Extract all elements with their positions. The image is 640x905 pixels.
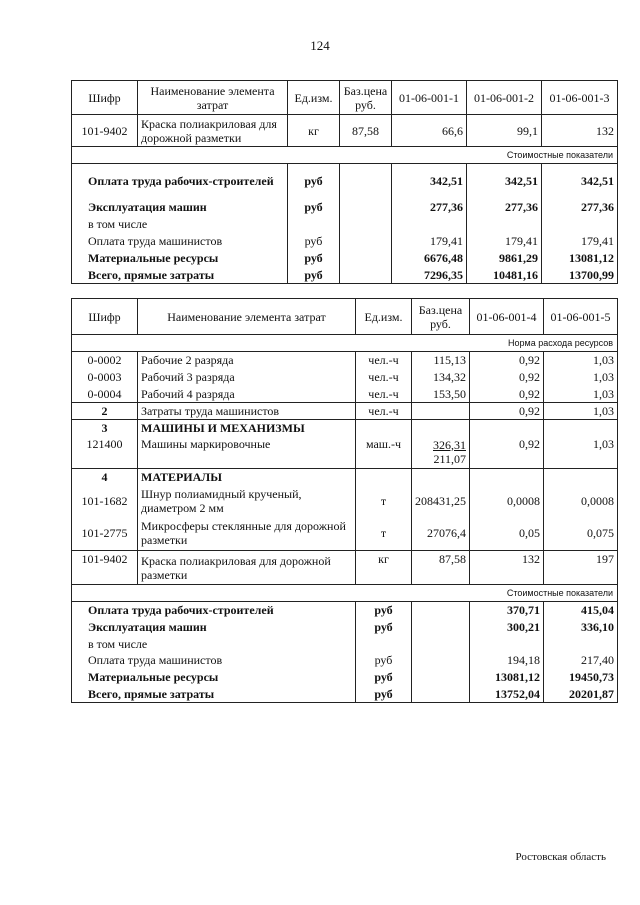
- cost-name: Всего, прямые затраты: [72, 267, 288, 284]
- row-value-5: 197: [544, 551, 618, 585]
- row-unit: кг: [356, 551, 412, 585]
- row-unit: чел.-ч: [356, 369, 412, 386]
- row-unit: маш.-ч: [356, 436, 412, 468]
- row-price: 115,13: [412, 352, 470, 369]
- cost-row: [72, 652, 618, 669]
- cost-value-5: 336,10: [544, 619, 618, 636]
- header-code: Шифр: [72, 81, 138, 115]
- row-price: 208431,25: [412, 485, 470, 517]
- header-col-5: 01-06-001-5: [544, 299, 618, 335]
- section-title: МАШИНЫ И МЕХАНИЗМЫ: [138, 420, 356, 437]
- header-col-1: 01-06-001-1: [392, 81, 467, 115]
- row-name: Рабочие 2 разряда: [138, 352, 356, 369]
- cost-name: в том числе: [72, 216, 288, 232]
- cost-unit: руб: [288, 232, 340, 250]
- row-name: Краска полиакриловая для дорожной разметки: [138, 115, 288, 147]
- cost-row: [72, 198, 618, 216]
- cost-unit: руб: [356, 602, 412, 619]
- row-unit: т: [356, 517, 412, 551]
- section-label: Стоимостные показатели: [72, 585, 618, 602]
- row-price: 87,58: [412, 551, 470, 585]
- row-value-5: 0,075: [544, 517, 618, 551]
- cost-row: [72, 686, 618, 703]
- cost-value-1: 277,36: [392, 198, 467, 216]
- row-value-3: 132: [542, 115, 618, 147]
- cost-value-4: 13752,04: [470, 686, 544, 703]
- section-code: 3: [72, 420, 138, 437]
- cost-name: Оплата труда машинистов: [72, 652, 356, 669]
- row-value-4: 0,0008: [470, 485, 544, 517]
- norm-label: Норма расхода ресурсов: [72, 335, 618, 352]
- row-value-1: 66,6: [392, 115, 467, 147]
- table-row: [72, 115, 618, 147]
- section-header-row: [72, 468, 618, 485]
- header-col-3: 01-06-001-3: [542, 81, 618, 115]
- cost-value-2: 342,51: [467, 164, 542, 198]
- row-value-4: 132: [470, 551, 544, 585]
- cost-value-3: 13081,12: [542, 250, 618, 267]
- page-number: 124: [310, 38, 330, 53]
- cost-name: Материальные ресурсы: [72, 669, 356, 686]
- row-price: 153,50: [412, 386, 470, 403]
- row-code: 0-0004: [72, 386, 138, 403]
- row-unit: кг: [288, 115, 340, 147]
- row-code: 0-0003: [72, 369, 138, 386]
- cost-value-4: 194,18: [470, 652, 544, 669]
- table-row: [72, 369, 618, 386]
- cost-row: [72, 602, 618, 619]
- cost-value-1: 179,41: [392, 232, 467, 250]
- table-row: [72, 436, 618, 468]
- table-header-row: [72, 81, 618, 115]
- cost-name: Оплата труда рабочих-строителей: [72, 602, 356, 619]
- row-price: 134,32: [412, 369, 470, 386]
- norm-label-row: [72, 335, 618, 352]
- row-value-4: 0,92: [470, 369, 544, 386]
- section-header-row: [72, 420, 618, 437]
- cost-unit: руб: [288, 267, 340, 284]
- resource-table-1: [71, 80, 618, 284]
- cost-unit: руб: [356, 619, 412, 636]
- row-value-5: 1,03: [544, 386, 618, 403]
- row-name: Микросферы стеклянные для дорожной разметки: [138, 517, 356, 551]
- row-code: 101-9402: [72, 551, 138, 585]
- cost-value-3: 179,41: [542, 232, 618, 250]
- header-col-2: 01-06-001-2: [467, 81, 542, 115]
- cost-row: [72, 669, 618, 686]
- cost-name: в том числе: [72, 636, 356, 652]
- row-value-2: 99,1: [467, 115, 542, 147]
- cost-value-5: 415,04: [544, 602, 618, 619]
- table-row: [72, 551, 618, 585]
- row-name: Краска полиакриловая для дорожной разметки: [138, 551, 356, 585]
- row-value-4: 0,05: [470, 517, 544, 551]
- header-unit: Ед.изм.: [288, 81, 340, 115]
- header-name: Наименование элемента затрат: [138, 81, 288, 115]
- cost-value-1: 7296,35: [392, 267, 467, 284]
- cost-value-2: 179,41: [467, 232, 542, 250]
- row-value-4: 0,92: [470, 352, 544, 369]
- cost-value-4: 300,21: [470, 619, 544, 636]
- row-name: Шнур полиамидный крученый, диаметром 2 мм: [138, 485, 356, 517]
- row-name: Рабочий 3 разряда: [138, 369, 356, 386]
- cost-name: Оплата труда рабочих-строителей: [72, 164, 288, 198]
- row-code: 101-2775: [72, 517, 138, 551]
- cost-row: [72, 164, 618, 198]
- cost-unit: руб: [356, 652, 412, 669]
- cost-unit: руб: [288, 198, 340, 216]
- row-value-5: 1,03: [544, 436, 618, 468]
- cost-name: Эксплуатация машин: [72, 619, 356, 636]
- cost-value-3: 13700,99: [542, 267, 618, 284]
- row-code: 121400: [72, 436, 138, 468]
- price-line-2: 211,07: [433, 451, 466, 466]
- cost-value-3: 277,36: [542, 198, 618, 216]
- table-row: [72, 517, 618, 551]
- section-code: 4: [72, 468, 138, 485]
- cost-unit: руб: [356, 669, 412, 686]
- row-value-4: 0,92: [470, 403, 544, 420]
- row-price: 27076,4: [412, 517, 470, 551]
- resource-table-2: [71, 298, 618, 703]
- row-value-5: 1,03: [544, 369, 618, 386]
- row-name: Машины маркировочные: [138, 436, 356, 468]
- row-value-5: 0,0008: [544, 485, 618, 517]
- cost-value-1: 6676,48: [392, 250, 467, 267]
- row-unit: чел.-ч: [356, 386, 412, 403]
- section-title: МАТЕРИАЛЫ: [138, 468, 356, 485]
- row-value-5: 1,03: [544, 403, 618, 420]
- table-row: [72, 485, 618, 517]
- cost-name: Оплата труда машинистов: [72, 232, 288, 250]
- cost-value-2: 9861,29: [467, 250, 542, 267]
- section-label-row: [72, 147, 618, 164]
- header-price: Баз.цена руб.: [340, 81, 392, 115]
- region-footer: Ростовская область: [515, 851, 606, 863]
- cost-row: [72, 232, 618, 250]
- cost-name: Всего, прямые затраты: [72, 686, 356, 703]
- row-value-4: 0,92: [470, 436, 544, 468]
- row-price: [412, 436, 470, 468]
- cost-value-5: 19450,73: [544, 669, 618, 686]
- section-label-row: [72, 585, 618, 602]
- table-row: [72, 352, 618, 369]
- cost-value-2: 277,36: [467, 198, 542, 216]
- cost-value-5: 20201,87: [544, 686, 618, 703]
- row-value-5: 1,03: [544, 352, 618, 369]
- row-price: 87,58: [340, 115, 392, 147]
- cost-unit: руб: [288, 164, 340, 198]
- cost-value-5: 217,40: [544, 652, 618, 669]
- row-unit: чел.-ч: [356, 403, 412, 420]
- cost-name: Материальные ресурсы: [72, 250, 288, 267]
- row-unit: т: [356, 485, 412, 517]
- cost-unit: руб: [356, 686, 412, 703]
- row-code: 101-1682: [72, 485, 138, 517]
- header-price: Баз.цена руб.: [412, 299, 470, 335]
- cost-row: [72, 216, 618, 232]
- cost-value-4: 13081,12: [470, 669, 544, 686]
- row-unit: чел.-ч: [356, 352, 412, 369]
- cost-name: Эксплуатация машин: [72, 198, 288, 216]
- header-unit: Ед.изм.: [356, 299, 412, 335]
- header-name: Наименование элемента затрат: [138, 299, 356, 335]
- row-code: 101-9402: [72, 115, 138, 147]
- cost-value-3: 342,51: [542, 164, 618, 198]
- cost-value-4: 370,71: [470, 602, 544, 619]
- cost-row: [72, 636, 618, 652]
- cost-value-2: 10481,16: [467, 267, 542, 284]
- cost-row: [72, 619, 618, 636]
- row-price: [412, 403, 470, 420]
- row-code: 2: [72, 403, 138, 420]
- price-line-1: 326,31: [433, 437, 466, 452]
- row-name: Рабочий 4 разряда: [138, 386, 356, 403]
- row-name: Затраты труда машинистов: [138, 403, 356, 420]
- table-header-row: [72, 299, 618, 335]
- row-value-4: 0,92: [470, 386, 544, 403]
- cost-unit: руб: [288, 250, 340, 267]
- header-col-4: 01-06-001-4: [470, 299, 544, 335]
- cost-value-1: 342,51: [392, 164, 467, 198]
- header-code: Шифр: [72, 299, 138, 335]
- cost-row: [72, 250, 618, 267]
- row-code: 0-0002: [72, 352, 138, 369]
- table-row: [72, 403, 618, 420]
- table-row: [72, 386, 618, 403]
- section-label: Стоимостные показатели: [72, 147, 618, 164]
- cost-row: [72, 267, 618, 284]
